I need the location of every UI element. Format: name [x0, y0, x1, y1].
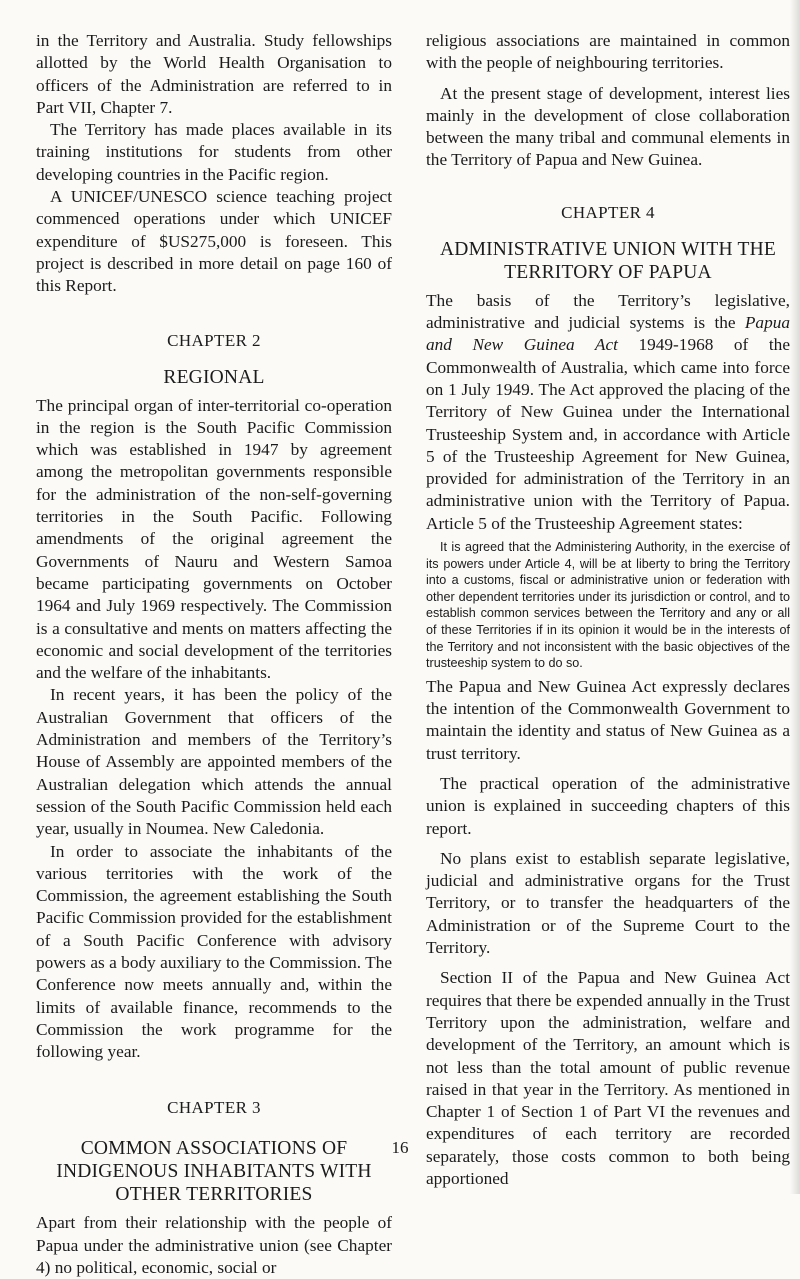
paragraph: Apart from their relationship with the people of Papua under the administrative union (see Chapter 4) no political, economic, social or [36, 1213, 392, 1278]
text-run: The basis of the Territory’s legislative, administrative and judicial systems is the [426, 290, 790, 333]
quoted-article: It is agreed that the Administering Authority, in the exercise of its powers under Article 4, will be at liberty to bring the Territory into a customs, fiscal or administrative union or federation with other dependent territories under its jurisdiction or control, and to establish common services between the Territory and any or all of these Territories if in its opinion it would be in the interests of the Territory and not inconsistent with the basic objectives of the trusteeship system to do so. [426, 540, 790, 671]
chapter-title: REGIONAL [163, 366, 265, 388]
paragraph [426, 290, 790, 535]
chapter-title: COMMON ASSOCIATIONS OF INDIGENOUS INHABITANTS WITH OTHER TERRITORIES [56, 1138, 372, 1206]
paragraph: A UNICEF/UNESCO science teaching project commenced operations under which UNICEF expenditure of $US275,000 is foreseen. This project is described in more detail on page 160 of this Report. [36, 187, 392, 296]
text-run: 1949-1968 of the Commonwealth of Australia, which came into force on 1 July 1949. The Act approved the placing of the Territory of New Guinea under the International Trusteeship System and, in accordance with Article 5 of the Trusteeship Agreement for New Guinea, provided for administration of the Territory in an administrative union with the Territory of Papua. Article 5 of the Trusteeship Agreement states: [426, 335, 790, 533]
paragraph: religious associations are maintained in common with the people of neighbouring territories. [426, 31, 790, 73]
chapter-label: CHAPTER 3 [167, 1098, 261, 1118]
paragraph: In recent years, it has been the policy of the Australian Government that officers of the Administration and members of the Territory’s House of Assembly are appointed members of the Australian delegation which attends the annual session of the South Pacific Commission held each year, usually in Noumea. New Caledonia. [36, 685, 392, 839]
paragraph: Section II of the Papua and New Guinea Act requires that there be expended annually in the Trust Territory upon the administration, welfare and development of the Territory, an amount which is not less than the total amount of public revenue raised in that year in the Territory. As mentioned in Chapter 1 of Section 1 of Part VI the revenues and expenditures of each territory are recorded separately, those costs common to both being apportioned [426, 968, 790, 1189]
page-edge-shadow [790, 0, 800, 1194]
paragraph: The Papua and New Guinea Act expressly declares the intention of the Commonwealth Government to maintain the identity and status of New Guinea as a trust territory. [426, 676, 790, 763]
right-column [426, 30, 790, 1190]
chapter-title: ADMINISTRATIVE UNION WITH THE TERRITORY OF PAPUA [440, 238, 776, 283]
paragraph: The principal organ of inter-territorial co-operation in the region is the South Pacific Commission which was established in 1947 by agreement among the metropolitan governments responsible for the administration of the non-self-governing territories in the South Pacific. Following amendments of the original agreement the Governments of Nauru and Western Samoa became participating governments on October 1964 and July 1969 respectively. The Commission is a consultative and ments on matters affecting the economic and social development of the territories and the welfare of the inhabitants. [36, 395, 392, 683]
chapter-label: CHAPTER 4 [561, 202, 655, 222]
chapter-label: CHAPTER 2 [167, 330, 261, 350]
act-title: Papua and New Guinea Act [426, 313, 790, 355]
paragraph: No plans exist to establish separate legislative, judicial and administrative organs for the Trust Territory, or to transfer the headquarters of the Administration or of the Supreme Court to the Territory. [426, 848, 790, 958]
paragraph: In order to associate the inhabitants of the various territories with the work of the Commission, the agreement establishing the South Pacific Commission provided for the establishment of a South Pacific Conference with advisory powers as a body auxiliary to the Commission. The Conference now meets annually and, within the limits of available finance, recommends to the Commission the work programme for the following year. [36, 841, 392, 1062]
left-column [36, 30, 392, 1279]
paragraph: in the Territory and Australia. Study fellowships allotted by the World Health Organisation to officers of the Administration are referred to in Part VII, Chapter 7. [36, 31, 392, 117]
paragraph: The Territory has made places available in its training institutions for students from other developing countries in the Pacific region. [36, 120, 392, 184]
paragraph: At the present stage of development, interest lies mainly in the development of close collaboration between the many tribal and communal elements in the Territory of Papua and New Guinea. [426, 83, 790, 170]
paragraph: The practical operation of the administrative union is explained in succeeding chapters of this report. [426, 773, 790, 838]
page-number: 16 [391, 1138, 409, 1157]
